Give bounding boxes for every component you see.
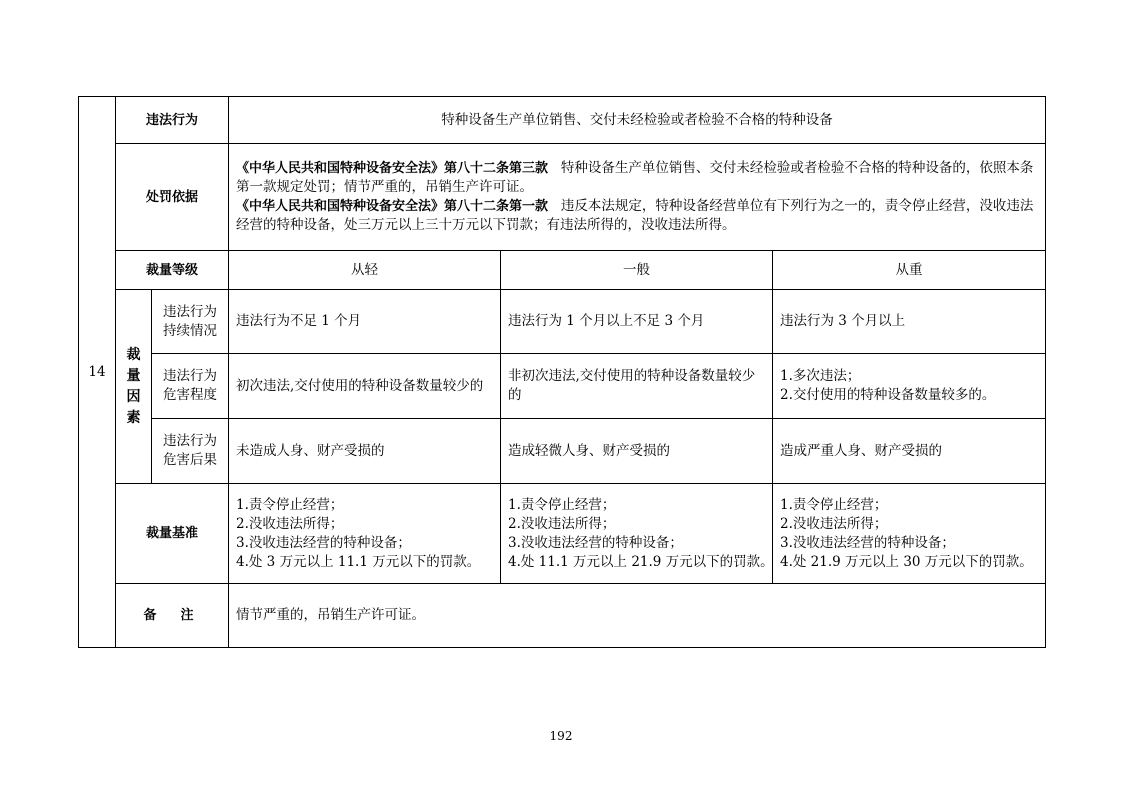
factor-name bbox=[152, 354, 229, 419]
factor-name-line: 持续情况 bbox=[163, 322, 217, 339]
grades-label: 裁量等级 bbox=[116, 251, 229, 290]
factor-heavy bbox=[773, 354, 1046, 419]
basis-entry-2-text: 违反本法规定，特种设备经营单位有下列行为之一的，责令停止经营，没收违法经营的特种设备，处三万元以上三十万元以下罚款；有违法所得的，没收违法所得。 bbox=[236, 198, 1034, 233]
basis-entry-1 bbox=[236, 159, 1038, 197]
factor-heavy: 违法行为 3 个月以上 bbox=[773, 290, 1046, 354]
factor-heavy-line: 2.交付使用的特种设备数量较多的。 bbox=[780, 387, 996, 403]
factor-normal: 非初次违法,交付使用的特种设备数量较少的 bbox=[501, 354, 773, 419]
item-number: 14 bbox=[79, 97, 116, 648]
standard-line: 1.责令停止经营； bbox=[508, 496, 616, 513]
basis-row bbox=[79, 144, 1046, 251]
standard-line: 1.责令停止经营； bbox=[236, 496, 344, 513]
factor-light: 违法行为不足 1 个月 bbox=[229, 290, 501, 354]
standard-line: 4.处 21.9 万元以上 30 万元以下的罚款。 bbox=[780, 553, 1033, 570]
standard-line: 2.没收违法所得； bbox=[508, 515, 616, 532]
factors-label-char: 裁 bbox=[126, 346, 141, 363]
remark-row bbox=[79, 584, 1046, 648]
standard-light bbox=[229, 484, 501, 584]
factors-label-char: 量 bbox=[126, 367, 141, 384]
grade-heavy: 从重 bbox=[773, 251, 1046, 290]
factor-name-line: 危害程度 bbox=[163, 387, 217, 403]
factors-label-char: 因 bbox=[126, 388, 141, 405]
standard-normal bbox=[501, 484, 773, 584]
factor-name bbox=[152, 290, 229, 354]
standard-line: 3.没收违法经营的特种设备； bbox=[236, 534, 411, 551]
grade-light: 从轻 bbox=[229, 251, 501, 290]
factor-normal: 造成轻微人身、财产受损的 bbox=[501, 419, 773, 484]
violation-row bbox=[79, 97, 1046, 144]
factor-row-consequence bbox=[79, 419, 1046, 484]
discretion-table bbox=[78, 96, 1046, 648]
page-number: 192 bbox=[549, 729, 573, 743]
violation-label: 违法行为 bbox=[116, 97, 229, 144]
standard-line: 4.处 3 万元以上 11.1 万元以下的罚款。 bbox=[236, 553, 481, 570]
standard-line: 2.没收违法所得； bbox=[236, 515, 344, 532]
factor-name bbox=[152, 419, 229, 484]
factor-light: 未造成人身、财产受损的 bbox=[229, 419, 501, 484]
factor-heavy-line: 1.多次违法； bbox=[780, 368, 861, 384]
remark-label: 备注 bbox=[116, 584, 229, 648]
standard-line: 1.责令停止经营； bbox=[780, 496, 888, 513]
basis-entry-2 bbox=[236, 197, 1038, 235]
factor-name-line: 违法行为 bbox=[163, 368, 217, 384]
basis-entry-1-text: 特种设备生产单位销售、交付未经检验或者检验不合格的特种设备的，依照本条第一款规定处罚；情节严重的，吊销生产许可证。 bbox=[236, 160, 1034, 195]
violation-text: 特种设备生产单位销售、交付未经检验或者检验不合格的特种设备 bbox=[229, 97, 1046, 144]
remark-text: 情节严重的，吊销生产许可证。 bbox=[229, 584, 1046, 648]
standard-line: 2.没收违法所得； bbox=[780, 515, 888, 532]
basis-entry-2-title: 《中华人民共和国特种设备安全法》第八十二条第一款 bbox=[236, 199, 549, 214]
basis-content bbox=[229, 144, 1046, 251]
standard-line: 3.没收违法经营的特种设备； bbox=[780, 534, 955, 551]
factor-light: 初次违法,交付使用的特种设备数量较少的 bbox=[229, 354, 501, 419]
factor-heavy: 造成严重人身、财产受损的 bbox=[773, 419, 1046, 484]
basis-entry-1-title: 《中华人民共和国特种设备安全法》第八十二条第三款 bbox=[236, 161, 549, 176]
grades-row bbox=[79, 251, 1046, 290]
factor-name-line: 危害后果 bbox=[163, 452, 217, 468]
standard-line: 3.没收违法经营的特种设备； bbox=[508, 534, 683, 551]
factors-label-char: 素 bbox=[126, 409, 141, 426]
factor-name-line: 违法行为 bbox=[163, 433, 217, 449]
grade-normal: 一般 bbox=[501, 251, 773, 290]
factor-name-line: 违法行为 bbox=[163, 303, 217, 320]
factor-row-duration bbox=[79, 290, 1046, 354]
factor-row-severity bbox=[79, 354, 1046, 419]
standard-heavy bbox=[773, 484, 1046, 584]
factors-label bbox=[116, 290, 152, 484]
standard-label: 裁量基准 bbox=[116, 484, 229, 584]
standard-row bbox=[79, 484, 1046, 584]
standard-line: 4.处 11.1 万元以上 21.9 万元以下的罚款。 bbox=[508, 553, 774, 570]
basis-label: 处罚依据 bbox=[116, 144, 229, 251]
factor-normal: 违法行为 1 个月以上不足 3 个月 bbox=[501, 290, 773, 354]
